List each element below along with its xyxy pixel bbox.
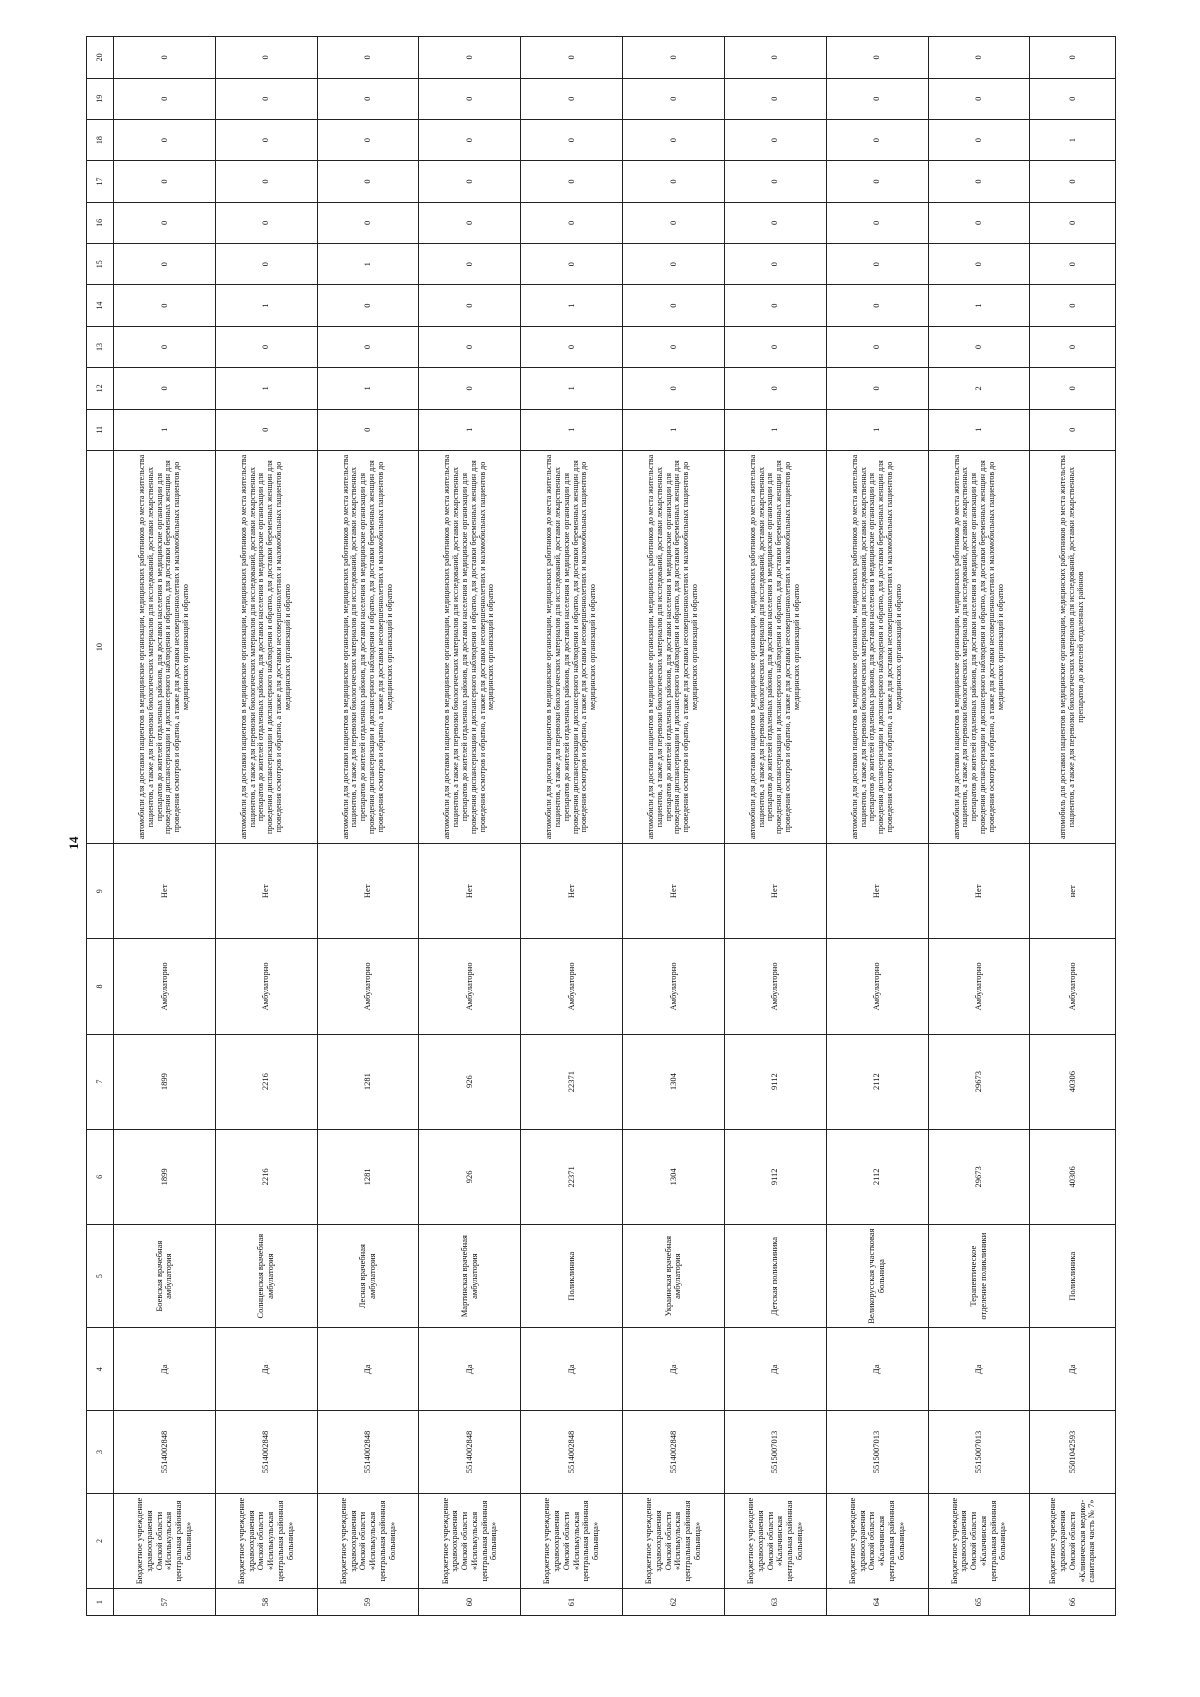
- column-number: 6: [87, 1129, 114, 1224]
- table-row: [215, 37, 317, 1616]
- column-number: 16: [87, 202, 114, 243]
- table-cell: 0: [521, 78, 623, 119]
- table-cell: Да: [928, 1328, 1030, 1411]
- table-cell: Боевская врачебная амбулатория: [114, 1224, 216, 1327]
- table-cell: Украинская врачебная амбулатория: [623, 1224, 725, 1327]
- table-cell: Бюджетное учреждение здравоохранения Омской области «Исилькульская центральная районная больница»: [521, 1493, 623, 1588]
- table-cell: 1304: [623, 1034, 725, 1129]
- table-cell: 0: [928, 244, 1030, 285]
- table-cell: 1: [114, 409, 216, 450]
- table-cell: автомобили для доставки пациентов в медицинские организации, медицинских работников до места жительства пациентов, а также для перевозки биологических материалов для исследований, доставки лекарственных препаратов до жителей отдаленных районов, для доставки населения в медицинские организации для проведения диспансеризации и диспансерного наблюдения и обратно, для доставки беременных женщин для проведения осмотров и обратно, а также для доставки несовершеннолетних и маломобильных пациентов до медицинских организаций и обратно: [724, 450, 826, 843]
- column-number: 4: [87, 1328, 114, 1411]
- table-row: [724, 37, 826, 1616]
- table-cell: Амбулаторно: [521, 939, 623, 1034]
- table-cell: Амбулаторно: [623, 939, 725, 1034]
- table-cell: Амбулаторно: [1030, 939, 1116, 1034]
- table-cell: Поликлиника: [1030, 1224, 1116, 1327]
- column-number: 12: [87, 368, 114, 409]
- table-cell: Нет: [928, 844, 1030, 939]
- table-cell: 5515007013: [928, 1411, 1030, 1494]
- column-number: 14: [87, 285, 114, 326]
- table-cell: 0: [317, 78, 419, 119]
- table-cell: Амбулаторно: [317, 939, 419, 1034]
- table-cell: 0: [928, 326, 1030, 367]
- data-table: [86, 36, 1116, 1616]
- table-cell: 0: [521, 161, 623, 202]
- table-cell: 5515007013: [724, 1411, 826, 1494]
- column-number: 9: [87, 844, 114, 939]
- table-cell: 0: [928, 119, 1030, 160]
- table-cell: автомобиль для доставки пациентов в медицинские организации, медицинских работников до места жительства пациентов, а также для перевозки биологических материалов для исследований, доставки лекарственных препаратов до жителей отдаленных районов: [1030, 450, 1116, 843]
- table-row: [623, 37, 725, 1616]
- table-cell: 0: [724, 161, 826, 202]
- table-cell: Бюджетное учреждение здравоохранения Омской области «Исилькульская центральная районная больница»: [215, 1493, 317, 1588]
- table-cell: 1: [317, 368, 419, 409]
- table-cell: 0: [317, 326, 419, 367]
- table-cell: 0: [215, 202, 317, 243]
- column-number: 1: [87, 1589, 114, 1616]
- table-cell: 0: [114, 326, 216, 367]
- table-cell: Великорусская участковая больница: [826, 1224, 928, 1327]
- column-number: 2: [87, 1493, 114, 1588]
- table-cell: 0: [623, 161, 725, 202]
- table-cell: 0: [1030, 37, 1116, 79]
- table-cell: 0: [724, 326, 826, 367]
- table-cell: 0: [623, 368, 725, 409]
- table-cell: Нет: [826, 844, 928, 939]
- table-cell: 0: [928, 37, 1030, 79]
- table-cell: 63: [724, 1589, 826, 1616]
- table-cell: 0: [419, 368, 521, 409]
- table-cell: 9112: [724, 1034, 826, 1129]
- table-cell: 2112: [826, 1129, 928, 1224]
- table-cell: 0: [826, 326, 928, 367]
- table-cell: 0: [215, 409, 317, 450]
- rotated-table-container: [86, 36, 1116, 1616]
- table-row: [521, 37, 623, 1616]
- table-cell: 926: [419, 1034, 521, 1129]
- table-cell: 1: [826, 409, 928, 450]
- table-cell: 0: [623, 78, 725, 119]
- table-cell: 65: [928, 1589, 1030, 1616]
- table-cell: 1281: [317, 1034, 419, 1129]
- table-cell: 5514002848: [623, 1411, 725, 1494]
- column-number: 8: [87, 939, 114, 1034]
- table-cell: 0: [826, 78, 928, 119]
- table-cell: 22371: [521, 1034, 623, 1129]
- column-number: 3: [87, 1411, 114, 1494]
- table-cell: 0: [419, 285, 521, 326]
- table-cell: 0: [724, 368, 826, 409]
- table-cell: 0: [1030, 202, 1116, 243]
- table-cell: 926: [419, 1129, 521, 1224]
- table-cell: 1: [521, 285, 623, 326]
- table-cell: 0: [114, 37, 216, 79]
- table-cell: 0: [1030, 78, 1116, 119]
- table-cell: 1: [215, 285, 317, 326]
- table-cell: 0: [114, 285, 216, 326]
- table-cell: Нет: [724, 844, 826, 939]
- table-cell: 1: [623, 409, 725, 450]
- table-cell: 0: [623, 202, 725, 243]
- table-cell: Бюджетное учреждение здравоохранения Омской области «Исилькульская центральная районная больница»: [419, 1493, 521, 1588]
- table-cell: 0: [826, 244, 928, 285]
- table-cell: 0: [215, 119, 317, 160]
- table-cell: Да: [521, 1328, 623, 1411]
- table-cell: 5501042593: [1030, 1411, 1116, 1494]
- column-number: 10: [87, 450, 114, 843]
- table-cell: 58: [215, 1589, 317, 1616]
- table-cell: 0: [419, 161, 521, 202]
- column-number: 20: [87, 37, 114, 79]
- table-cell: 0: [419, 37, 521, 79]
- table-cell: Да: [114, 1328, 216, 1411]
- table-cell: 0: [1030, 326, 1116, 367]
- table-cell: Терапевтическое отделение поликлиники: [928, 1224, 1030, 1327]
- table-cell: 0: [114, 202, 216, 243]
- table-cell: 0: [114, 119, 216, 160]
- table-cell: 0: [521, 326, 623, 367]
- column-number: 11: [87, 409, 114, 450]
- table-cell: 1281: [317, 1129, 419, 1224]
- table-cell: Мартинская врачебная амбулатория: [419, 1224, 521, 1327]
- table-cell: 0: [623, 119, 725, 160]
- table-cell: Детская поликлиника: [724, 1224, 826, 1327]
- table-cell: 0: [724, 244, 826, 285]
- table-cell: 29673: [928, 1034, 1030, 1129]
- table-cell: 0: [114, 78, 216, 119]
- column-number: 5: [87, 1224, 114, 1327]
- table-cell: 0: [724, 202, 826, 243]
- table-cell: 0: [317, 119, 419, 160]
- table-cell: автомобили для доставки пациентов в медицинские организации, медицинских работников до места жительства пациентов, а также для перевозки биологических материалов для исследований, доставки лекарственных препаратов до жителей отдаленных районов, для доставки населения в медицинские организации для проведения диспансеризации и диспансерного наблюдения и обратно, для доставки беременных женщин для проведения осмотров и обратно, а также для доставки несовершеннолетних и маломобильных пациентов до медицинских организаций и обратно: [419, 450, 521, 843]
- table-cell: 0: [724, 78, 826, 119]
- table-cell: 1: [317, 244, 419, 285]
- table-cell: 0: [114, 161, 216, 202]
- table-cell: 0: [623, 285, 725, 326]
- table-cell: 0: [826, 119, 928, 160]
- table-cell: 5514002848: [419, 1411, 521, 1494]
- table-cell: Амбулаторно: [826, 939, 928, 1034]
- table-cell: 0: [419, 202, 521, 243]
- column-number: 15: [87, 244, 114, 285]
- table-cell: автомобили для доставки пациентов в медицинские организации, медицинских работников до места жительства пациентов, а также для перевозки биологических материалов для исследований, доставки лекарственных препаратов до жителей отдаленных районов, для доставки населения в медицинские организации для проведения диспансеризации и диспансерного наблюдения и обратно, для доставки беременных женщин для проведения осмотров и обратно, а также для доставки несовершеннолетних и маломобильных пациентов до медицинских организаций и обратно: [623, 450, 725, 843]
- table-row: [419, 37, 521, 1616]
- table-cell: 0: [215, 37, 317, 79]
- table-cell: 5515007013: [826, 1411, 928, 1494]
- table-cell: Да: [215, 1328, 317, 1411]
- table-cell: 9112: [724, 1129, 826, 1224]
- table-cell: 0: [521, 244, 623, 285]
- column-number: 13: [87, 326, 114, 367]
- table-cell: 5514002848: [114, 1411, 216, 1494]
- table-cell: 0: [317, 37, 419, 79]
- table-cell: 2112: [826, 1034, 928, 1129]
- table-cell: 0: [317, 161, 419, 202]
- table-cell: 0: [826, 37, 928, 79]
- table-cell: 40306: [1030, 1129, 1116, 1224]
- table-cell: 60: [419, 1589, 521, 1616]
- table-cell: 1: [928, 285, 1030, 326]
- table-cell: Поликлиника: [521, 1224, 623, 1327]
- table-cell: 0: [317, 285, 419, 326]
- table-cell: Амбулаторно: [419, 939, 521, 1034]
- table-cell: Бюджетное учреждение здравоохранения Омской области «Исилькульская центральная районная больница»: [114, 1493, 216, 1588]
- table-cell: 0: [1030, 161, 1116, 202]
- table-cell: 0: [724, 119, 826, 160]
- table-cell: 2: [928, 368, 1030, 409]
- table-cell: Нет: [317, 844, 419, 939]
- table-cell: Нет: [521, 844, 623, 939]
- table-cell: 5514002848: [215, 1411, 317, 1494]
- table-cell: 66: [1030, 1589, 1116, 1616]
- table-cell: 1304: [623, 1129, 725, 1224]
- table-cell: 62: [623, 1589, 725, 1616]
- table-cell: Амбулаторно: [724, 939, 826, 1034]
- table-row: [826, 37, 928, 1616]
- table-cell: автомобили для доставки пациентов в медицинские организации, медицинских работников до места жительства пациентов, а также для перевозки биологических материалов для исследований, доставки лекарственных препаратов до жителей отдаленных районов, для доставки населения в медицинские организации для проведения диспансеризации и диспансерного наблюдения и обратно, для доставки беременных женщин для проведения осмотров и обратно, а также для доставки несовершеннолетних и маломобильных пациентов до медицинских организаций и обратно: [928, 450, 1030, 843]
- table-cell: 57: [114, 1589, 216, 1616]
- table-cell: 1899: [114, 1129, 216, 1224]
- table-cell: Бюджетное учреждение здравоохранения Омской области «Калачинская центральная районная больница»: [826, 1493, 928, 1588]
- table-cell: 0: [724, 285, 826, 326]
- table-cell: Да: [623, 1328, 725, 1411]
- table-cell: Да: [724, 1328, 826, 1411]
- table-cell: Бюджетное учреждение здравоохранения Омской области «Исилькульская центральная районная больница»: [317, 1493, 419, 1588]
- table-cell: 0: [521, 119, 623, 160]
- table-cell: 5514002848: [317, 1411, 419, 1494]
- table-cell: 61: [521, 1589, 623, 1616]
- table-cell: 0: [724, 37, 826, 79]
- table-cell: 2216: [215, 1129, 317, 1224]
- table-cell: Бюджетное учреждение здравоохранения Омской области «Исилькульская центральная районная больница»: [623, 1493, 725, 1588]
- table-cell: 1: [724, 409, 826, 450]
- table-cell: Да: [317, 1328, 419, 1411]
- table-cell: 0: [826, 368, 928, 409]
- table-cell: 0: [215, 78, 317, 119]
- table-cell: 0: [623, 37, 725, 79]
- table-cell: Бюджетное учреждение здравоохранения Омской области «Калачинская центральная районная больница»: [928, 1493, 1030, 1588]
- table-cell: Лесная врачебная амбулатория: [317, 1224, 419, 1327]
- column-number-row: [87, 37, 114, 1616]
- table-cell: 0: [1030, 244, 1116, 285]
- table-cell: Бюджетное учреждение здравоохранения Омской области «Клиническая медико-санитарная часть № 7»: [1030, 1493, 1116, 1588]
- table-cell: Амбулаторно: [928, 939, 1030, 1034]
- table-cell: 0: [1030, 409, 1116, 450]
- table-cell: 0: [114, 368, 216, 409]
- table-cell: 1: [215, 368, 317, 409]
- table-cell: Да: [826, 1328, 928, 1411]
- table-cell: 0: [317, 202, 419, 243]
- table-cell: 0: [623, 326, 725, 367]
- table-cell: 0: [1030, 285, 1116, 326]
- column-number: 18: [87, 119, 114, 160]
- table-cell: 0: [419, 78, 521, 119]
- table-cell: 0: [826, 202, 928, 243]
- table-cell: Амбулаторно: [215, 939, 317, 1034]
- table-cell: 0: [928, 202, 1030, 243]
- table-cell: 0: [826, 161, 928, 202]
- table-cell: 1: [1030, 119, 1116, 160]
- table-cell: 40306: [1030, 1034, 1116, 1129]
- table-cell: 1899: [114, 1034, 216, 1129]
- table-cell: 0: [114, 244, 216, 285]
- table-cell: 0: [928, 161, 1030, 202]
- table-cell: 1: [928, 409, 1030, 450]
- table-cell: автомобили для доставки пациентов в медицинские организации, медицинских работников до места жительства пациентов, а также для перевозки биологических материалов для исследований, доставки лекарственных препаратов до жителей отдаленных районов, для доставки населения в медицинские организации для проведения диспансеризации и диспансерного наблюдения и обратно, для доставки беременных женщин для проведения осмотров и обратно, а также для доставки несовершеннолетних и маломобильных пациентов до медицинских организаций и обратно: [521, 450, 623, 843]
- table-cell: автомобили для доставки пациентов в медицинские организации, медицинских работников до места жительства пациентов, а также для перевозки биологических материалов для исследований, доставки лекарственных препаратов до жителей отдаленных районов, для доставки населения в медицинские организации для проведения диспансеризации и диспансерного наблюдения и обратно, для доставки беременных женщин для проведения осмотров и обратно, а также для доставки несовершеннолетних и маломобильных пациентов до медицинских организаций и обратно: [317, 450, 419, 843]
- table-cell: Солнцевская врачебная амбулатория: [215, 1224, 317, 1327]
- table-row: [114, 37, 216, 1616]
- table-cell: 0: [1030, 368, 1116, 409]
- table-cell: Амбулаторно: [114, 939, 216, 1034]
- table-cell: 0: [419, 326, 521, 367]
- column-number: 19: [87, 78, 114, 119]
- table-cell: автомобили для доставки пациентов в медицинские организации, медицинских работников до места жительства пациентов, а также для перевозки биологических материалов для исследований, доставки лекарственных препаратов до жителей отдаленных районов, для доставки населения в медицинские организации для проведения диспансеризации и диспансерного наблюдения и обратно, для доставки беременных женщин для проведения осмотров и обратно, а также для доставки несовершеннолетних и маломобильных пациентов до медицинских организаций и обратно: [826, 450, 928, 843]
- table-cell: 1: [521, 368, 623, 409]
- table-cell: 0: [419, 119, 521, 160]
- column-number: 17: [87, 161, 114, 202]
- table-cell: 1: [521, 409, 623, 450]
- column-number: 7: [87, 1034, 114, 1129]
- table-row: [928, 37, 1030, 1616]
- table-cell: автомобили для доставки пациентов в медицинские организации, медицинских работников до места жительства пациентов, а также для перевозки биологических материалов для исследований, доставки лекарственных препаратов до жителей отдаленных районов, для доставки населения в медицинские организации для проведения диспансеризации и диспансерного наблюдения и обратно, для доставки беременных женщин для проведения осмотров и обратно, а также для доставки несовершеннолетних и маломобильных пациентов до медицинских организаций и обратно: [114, 450, 216, 843]
- table-cell: Да: [1030, 1328, 1116, 1411]
- table-cell: 0: [215, 326, 317, 367]
- table-cell: 64: [826, 1589, 928, 1616]
- table-cell: 0: [521, 37, 623, 79]
- table-cell: нет: [1030, 844, 1116, 939]
- table-cell: Бюджетное учреждение здравоохранения Омской области «Калачинская центральная районная больница»: [724, 1493, 826, 1588]
- table-cell: 2216: [215, 1034, 317, 1129]
- table-cell: 0: [215, 244, 317, 285]
- table-cell: Да: [419, 1328, 521, 1411]
- table-cell: Нет: [623, 844, 725, 939]
- table-cell: 1: [419, 409, 521, 450]
- table-cell: 29673: [928, 1129, 1030, 1224]
- table-cell: 22371: [521, 1129, 623, 1224]
- table-cell: 0: [826, 285, 928, 326]
- table-cell: Нет: [215, 844, 317, 939]
- table-cell: автомобили для доставки пациентов в медицинские организации, медицинских работников до места жительства пациентов, а также для перевозки биологических материалов для исследований, доставки лекарственных препаратов до жителей отдаленных районов, для доставки населения в медицинские организации для проведения диспансеризации и диспансерного наблюдения и обратно, для доставки беременных женщин для проведения осмотров и обратно, а также для доставки несовершеннолетних и маломобильных пациентов до медицинских организаций и обратно: [215, 450, 317, 843]
- table-cell: 5514002848: [521, 1411, 623, 1494]
- table-cell: Нет: [114, 844, 216, 939]
- table-cell: Нет: [419, 844, 521, 939]
- table-cell: 0: [215, 161, 317, 202]
- table-cell: 0: [623, 244, 725, 285]
- table-row: [317, 37, 419, 1616]
- page-number: 14: [66, 836, 81, 850]
- table-cell: 0: [317, 409, 419, 450]
- table-row: [1030, 37, 1116, 1616]
- table-cell: 0: [521, 202, 623, 243]
- table-cell: 59: [317, 1589, 419, 1616]
- table-cell: 0: [928, 78, 1030, 119]
- table-cell: 0: [419, 244, 521, 285]
